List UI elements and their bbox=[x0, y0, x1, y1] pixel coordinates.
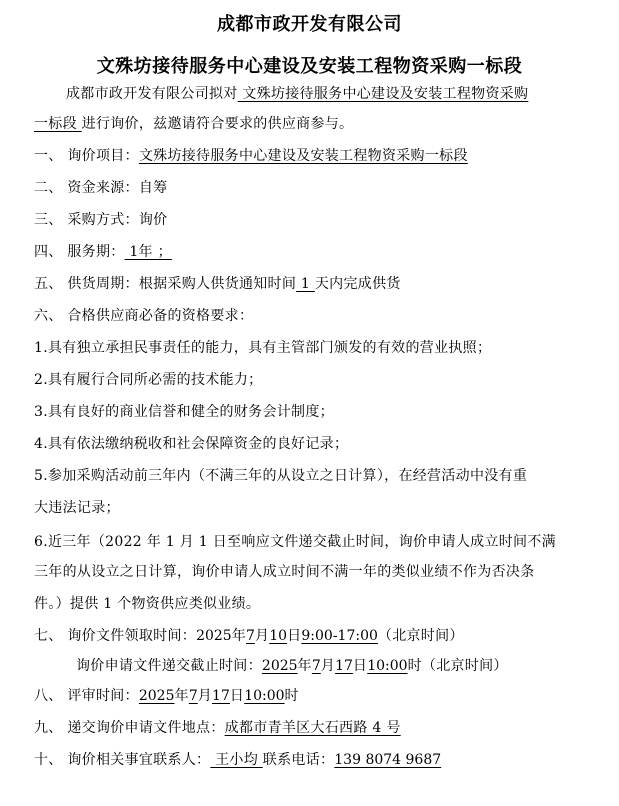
intro-project-name-cont: 一标段 bbox=[34, 116, 82, 132]
intro-project-name: 文殊坊接待服务中心建设及安装工程物资采购 bbox=[237, 86, 529, 102]
day-unit: 日 bbox=[229, 688, 245, 704]
item-label: 二、 资金来源： bbox=[34, 180, 139, 196]
intro-line-1 bbox=[66, 84, 528, 104]
month-unit: 月 bbox=[320, 658, 336, 674]
month-unit: 月 bbox=[254, 628, 270, 644]
requirement-5-line-2: 大违法记录； bbox=[34, 500, 120, 516]
year-value: 2025 bbox=[196, 628, 232, 644]
item-value: 询价 bbox=[138, 212, 168, 228]
item-label: 九、 递交询价申请文件地点： bbox=[34, 720, 225, 736]
item-submission-location bbox=[34, 718, 401, 738]
time-unit: 时 bbox=[284, 688, 299, 704]
year-value: 2025 bbox=[261, 658, 298, 674]
item-value: 文殊坊接待服务中心建设及安装工程物资采购一标段 bbox=[138, 148, 468, 164]
item-label: 询价申请文件递交截止时间： bbox=[76, 658, 262, 674]
month-value: 7 bbox=[246, 628, 255, 644]
item-funding-source bbox=[34, 178, 167, 198]
timezone-note: （北京时间） bbox=[421, 658, 508, 674]
requirement-1: 1.具有独立承担民事责任的能力，具有主管部门颁发的有效的营业执照； bbox=[34, 340, 492, 356]
item-contact bbox=[34, 750, 441, 770]
item-label: 四、 服务期： bbox=[34, 244, 125, 260]
time-value: 10:00 bbox=[367, 658, 408, 674]
item-document-pickup-time bbox=[34, 626, 464, 646]
day-unit: 日 bbox=[352, 658, 368, 674]
item-value: 1年 ； bbox=[124, 244, 172, 260]
item-suffix: 天内完成供货 bbox=[314, 276, 401, 292]
requirement-6-line-1: 6.近三年（2022 年 1 月 1 日至响应文件递交截止时间，询价申请人成立时间不满 bbox=[34, 534, 556, 550]
intro-prefix: 成都市政开发有限公司拟对 bbox=[66, 86, 238, 102]
requirement-3: 3.具有良好的商业信誉和健全的财务会计制度； bbox=[34, 404, 334, 420]
timezone-note: （北京时间） bbox=[377, 628, 464, 644]
item-service-period bbox=[34, 242, 172, 262]
item-inquiry-project bbox=[34, 146, 468, 166]
intro-line-2 bbox=[34, 114, 353, 134]
item-supply-period bbox=[34, 274, 401, 294]
month-value: 7 bbox=[188, 688, 198, 704]
organization-title: 成都市政开发有限公司 bbox=[217, 14, 402, 35]
supply-days: 1 bbox=[296, 276, 315, 292]
item-qualifications bbox=[34, 306, 253, 326]
item-review-time bbox=[34, 686, 299, 706]
month-value: 7 bbox=[311, 658, 321, 674]
day-value: 17 bbox=[212, 688, 230, 704]
item-procurement-method bbox=[34, 210, 167, 230]
item-label: 一、 询价项目： bbox=[34, 148, 139, 164]
time-unit: 时 bbox=[407, 658, 422, 674]
year-value: 2025 bbox=[138, 688, 175, 704]
item-label: 七、 询价文件领取时间： bbox=[34, 628, 197, 644]
item-label: 五、 供货周期：根据采购人供货通知时间 bbox=[34, 276, 297, 292]
item-label: 六、 合格供应商必备的资格要求： bbox=[34, 308, 254, 324]
intro-suffix: 进行询价，兹邀请符合要求的供应商参与。 bbox=[81, 116, 354, 132]
month-unit: 月 bbox=[197, 688, 213, 704]
item-value: 自筹 bbox=[138, 180, 168, 196]
day-value: 17 bbox=[335, 658, 353, 674]
item-label: 十、 询价相关事宜联系人： bbox=[34, 752, 211, 768]
contact-name: 王小均 bbox=[210, 752, 263, 768]
item-label: 八、 评审时间： bbox=[34, 688, 139, 704]
phone-number: 139 8074 9687 bbox=[334, 752, 442, 768]
item-value: 成都市青羊区大石西路 4 号 bbox=[224, 720, 401, 736]
requirement-6-line-2: 三年的从设立之日计算，询价申请人成立时间不满一年的类似业绩不作为否决条 bbox=[34, 564, 535, 580]
requirement-5-line-1: 5.参加采购活动前三年内（不满三年的从设立之日计算），在经营活动中没有重 bbox=[34, 468, 528, 484]
requirement-4: 4.具有依法缴纳税收和社会保障资金的良好记录； bbox=[34, 436, 349, 452]
year-unit: 年 bbox=[174, 688, 189, 704]
phone-label: 联系电话： bbox=[262, 752, 335, 768]
time-value: 10:00 bbox=[244, 688, 285, 704]
item-label: 三、 采购方式： bbox=[34, 212, 139, 228]
year-unit: 年 bbox=[231, 628, 247, 644]
day-value: 10 bbox=[269, 628, 288, 644]
day-unit: 日 bbox=[287, 628, 302, 644]
requirement-2: 2.具有履行合同所必需的技术能力； bbox=[34, 372, 263, 388]
time-value: 9:00-17:00 bbox=[301, 628, 378, 644]
project-title: 文殊坊接待服务中心建设及安装工程物资采购一标段 bbox=[96, 56, 523, 77]
year-unit: 年 bbox=[297, 658, 312, 674]
requirement-6-line-3: 件。）提供 1 个物资供应类似业绩。 bbox=[34, 596, 261, 612]
item-submission-deadline bbox=[76, 656, 508, 676]
